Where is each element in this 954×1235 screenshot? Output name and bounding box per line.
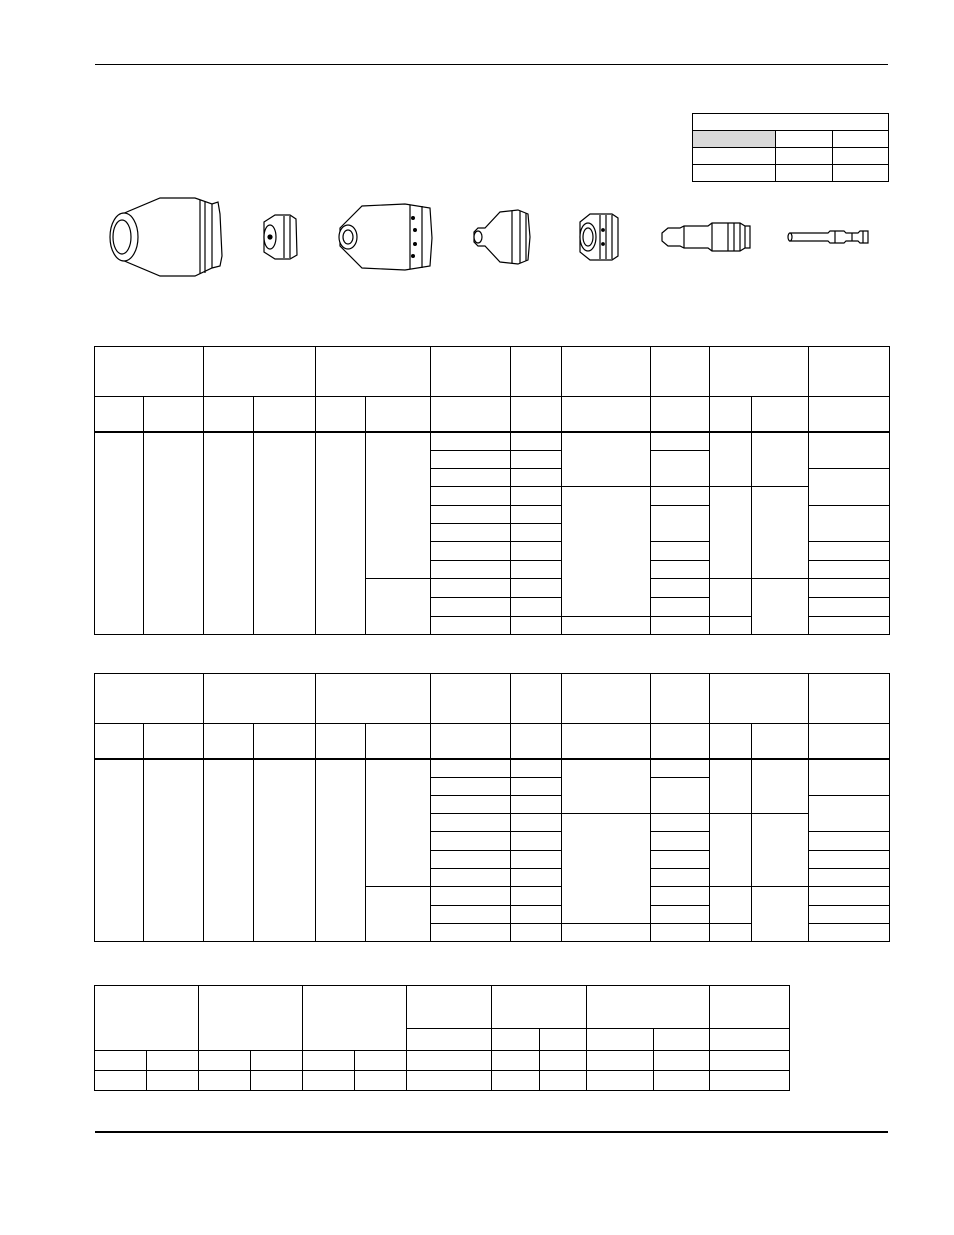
- subheader-cell: [653, 1051, 709, 1071]
- data-cell: [492, 1071, 539, 1091]
- header-cell: [710, 347, 809, 397]
- data-cell: [407, 1071, 492, 1091]
- table-group-header-row: [95, 986, 790, 1029]
- data-cell: [809, 617, 890, 635]
- data-cell: [651, 814, 710, 832]
- subheader-cell: [492, 1051, 539, 1071]
- data-cell: [809, 759, 890, 796]
- legend-cell: [833, 165, 889, 182]
- data-cell: [651, 617, 710, 635]
- cut-chart-table-2: [94, 673, 890, 942]
- table-group-header-row: [95, 674, 890, 724]
- subheader-cell: [431, 397, 511, 432]
- subheader-cell: [752, 397, 809, 432]
- data-cell: [254, 432, 316, 635]
- table-group-header-row: [95, 347, 890, 397]
- data-cell: [431, 432, 511, 451]
- subheader-cell: [366, 724, 431, 759]
- cut-chart-table-1: [94, 346, 890, 635]
- data-cell: [511, 451, 562, 469]
- data-cell: [431, 561, 511, 579]
- data-cell: [254, 759, 316, 942]
- header-cell: [710, 674, 809, 724]
- header-cell: [511, 674, 562, 724]
- header-cell: [511, 347, 562, 397]
- header-cell: [431, 347, 511, 397]
- data-cell: [431, 617, 511, 635]
- subheader-cell: [586, 1029, 653, 1051]
- data-cell: [809, 432, 890, 469]
- data-cell: [653, 1071, 709, 1091]
- header-cell: [492, 986, 586, 1029]
- data-cell: [651, 579, 710, 598]
- data-cell: [431, 906, 511, 924]
- header-cell: [562, 674, 651, 724]
- data-cell: [199, 1071, 251, 1091]
- data-cell: [586, 1071, 653, 1091]
- data-cell: [651, 924, 710, 942]
- data-cell: [562, 759, 651, 814]
- header-cell: [95, 347, 204, 397]
- data-cell: [511, 469, 562, 487]
- subheader-cell: [144, 397, 204, 432]
- data-cell: [651, 542, 710, 561]
- data-cell: [511, 561, 562, 579]
- data-cell: [651, 561, 710, 579]
- data-cell: [511, 906, 562, 924]
- data-cell: [204, 432, 254, 635]
- subheader-cell: [204, 724, 254, 759]
- subheader-cell: [316, 724, 366, 759]
- data-cell: [651, 851, 710, 869]
- data-cell: [431, 778, 511, 796]
- data-cell: [752, 887, 809, 942]
- legend-header-row: [693, 131, 889, 148]
- data-cell: [809, 887, 890, 906]
- legend-title-row: [693, 114, 889, 131]
- header-cell: [586, 986, 709, 1029]
- data-cell: [651, 506, 710, 542]
- data-cell: [809, 469, 890, 506]
- data-cell: [651, 887, 710, 906]
- data-cell: [511, 796, 562, 814]
- data-cell: [431, 487, 511, 506]
- data-cell: [651, 598, 710, 617]
- header-cell: [303, 986, 407, 1051]
- header-cell: [316, 347, 431, 397]
- data-cell: [710, 814, 752, 887]
- header-rule: [95, 64, 888, 65]
- subheader-cell: [254, 397, 316, 432]
- data-cell: [511, 924, 562, 942]
- data-cell: [809, 906, 890, 924]
- data-cell: [710, 487, 752, 579]
- data-cell: [511, 542, 562, 561]
- electrode-icon: [662, 223, 750, 251]
- subheader-cell: [562, 724, 651, 759]
- data-cell: [539, 1071, 586, 1091]
- subheader-cell: [407, 1051, 492, 1071]
- header-cell: [95, 986, 199, 1051]
- subheader-cell: [251, 1051, 303, 1071]
- data-cell: [95, 1071, 147, 1091]
- data-cell: [562, 924, 651, 942]
- data-cell: [511, 832, 562, 851]
- subheader-cell: [539, 1051, 586, 1071]
- subheader-cell: [254, 724, 316, 759]
- data-cell: [562, 487, 651, 617]
- subheader-cell: [144, 724, 204, 759]
- header-cell: [562, 347, 651, 397]
- header-cell: [431, 674, 511, 724]
- data-cell: [511, 887, 562, 906]
- data-cell: [562, 432, 651, 487]
- data-cell: [752, 487, 809, 579]
- data-cell: [511, 778, 562, 796]
- data-cell: [511, 759, 562, 778]
- data-cell: [355, 1071, 407, 1091]
- data-cell: [651, 778, 710, 814]
- subheader-cell: [407, 1029, 492, 1051]
- retaining-cap-icon: [339, 204, 432, 270]
- data-cell: [511, 487, 562, 506]
- data-cell: [431, 451, 511, 469]
- legend-cell: [776, 148, 833, 165]
- data-cell: [366, 432, 431, 579]
- ohmic-tube-icon: [788, 231, 868, 243]
- table-row: [95, 432, 890, 451]
- data-cell: [431, 924, 511, 942]
- subheader-cell: [653, 1029, 709, 1051]
- header-cell: [199, 986, 303, 1051]
- data-cell: [809, 561, 890, 579]
- subheader-cell: [355, 1051, 407, 1071]
- data-cell: [511, 814, 562, 832]
- table-row: [95, 1071, 790, 1091]
- data-cell: [752, 814, 809, 887]
- data-cell: [303, 1071, 355, 1091]
- data-cell: [651, 759, 710, 778]
- legend-cell: [833, 148, 889, 165]
- data-cell: [431, 887, 511, 906]
- table-subheader-row: [95, 724, 890, 759]
- data-cell: [710, 579, 752, 617]
- subheader-cell: [809, 397, 890, 432]
- data-cell: [809, 851, 890, 869]
- data-cell: [366, 579, 431, 635]
- data-cell: [147, 1071, 199, 1091]
- data-cell: [511, 851, 562, 869]
- subheader-cell: [95, 397, 144, 432]
- subheader-cell: [95, 1051, 147, 1071]
- header-cell: [709, 986, 789, 1029]
- header-cell: [809, 347, 890, 397]
- data-cell: [144, 432, 204, 635]
- data-cell: [710, 887, 752, 924]
- header-cell: [204, 347, 316, 397]
- subheader-cell: [511, 397, 562, 432]
- data-cell: [651, 487, 710, 506]
- legend-table: [692, 113, 889, 182]
- data-cell: [511, 524, 562, 542]
- subheader-cell: [366, 397, 431, 432]
- data-cell: [431, 814, 511, 832]
- data-cell: [710, 924, 752, 942]
- data-cell: [809, 579, 890, 598]
- subheader-cell: [709, 1051, 789, 1071]
- data-cell: [562, 617, 651, 635]
- footer-rule: [95, 1131, 888, 1133]
- consumable-parts-illustration: [100, 190, 880, 285]
- data-cell: [651, 451, 710, 487]
- data-cell: [366, 887, 431, 942]
- subheader-cell: [710, 724, 752, 759]
- legend-cell: [693, 165, 776, 182]
- data-cell: [809, 924, 890, 942]
- data-cell: [651, 869, 710, 887]
- data-cell: [431, 869, 511, 887]
- data-cell: [366, 759, 431, 887]
- data-cell: [431, 506, 511, 524]
- data-cell: [809, 832, 890, 851]
- subheader-cell: [199, 1051, 251, 1071]
- legend-cell: [776, 131, 833, 148]
- data-cell: [431, 579, 511, 598]
- data-cell: [511, 579, 562, 598]
- shield-icon: [110, 198, 222, 276]
- data-cell: [752, 759, 809, 814]
- subheader-cell: [709, 1029, 789, 1051]
- legend-title-cell: [693, 114, 889, 131]
- subheader-cell: [562, 397, 651, 432]
- data-cell: [752, 432, 809, 487]
- legend-shaded-cell: [693, 131, 776, 148]
- subheader-cell: [303, 1051, 355, 1071]
- subheader-cell: [809, 724, 890, 759]
- subheader-cell: [492, 1029, 539, 1051]
- header-cell: [651, 347, 710, 397]
- data-cell: [809, 796, 890, 832]
- data-cell: [511, 506, 562, 524]
- header-cell: [407, 986, 492, 1029]
- data-cell: [511, 617, 562, 635]
- table-subheader-row: [95, 397, 890, 432]
- header-cell: [651, 674, 710, 724]
- legend-cell: [776, 165, 833, 182]
- data-cell: [709, 1071, 789, 1091]
- subheader-cell: [586, 1051, 653, 1071]
- data-cell: [95, 759, 144, 942]
- data-cell: [431, 542, 511, 561]
- subheader-cell: [651, 724, 710, 759]
- data-cell: [809, 869, 890, 887]
- subheader-cell: [539, 1029, 586, 1051]
- data-cell: [809, 506, 890, 542]
- data-cell: [562, 814, 651, 924]
- subheader-cell: [752, 724, 809, 759]
- legend-cell: [833, 131, 889, 148]
- data-cell: [511, 869, 562, 887]
- subheader-cell: [651, 397, 710, 432]
- header-cell: [809, 674, 890, 724]
- data-cell: [511, 598, 562, 617]
- cut-chart-table-3: [94, 985, 790, 1091]
- data-cell: [316, 759, 366, 942]
- data-cell: [809, 598, 890, 617]
- legend-cell: [693, 148, 776, 165]
- data-cell: [431, 524, 511, 542]
- subheader-cell: [316, 397, 366, 432]
- data-cell: [95, 432, 144, 635]
- data-cell: [431, 796, 511, 814]
- swirl-ring-icon: [580, 214, 618, 260]
- data-cell: [431, 469, 511, 487]
- data-cell: [710, 759, 752, 814]
- subheader-cell: [95, 724, 144, 759]
- subheader-cell: [511, 724, 562, 759]
- shield-cap-icon: [264, 215, 297, 259]
- data-cell: [651, 832, 710, 851]
- table-subheader-row: [95, 1051, 790, 1071]
- legend-row: [693, 148, 889, 165]
- data-cell: [710, 617, 752, 635]
- subheader-cell: [204, 397, 254, 432]
- table-row: [95, 759, 890, 778]
- data-cell: [144, 759, 204, 942]
- subheader-cell: [710, 397, 752, 432]
- data-cell: [431, 759, 511, 778]
- data-cell: [316, 432, 366, 635]
- header-cell: [204, 674, 316, 724]
- subheader-cell: [431, 724, 511, 759]
- data-cell: [809, 542, 890, 561]
- data-cell: [431, 832, 511, 851]
- data-cell: [431, 851, 511, 869]
- data-cell: [431, 598, 511, 617]
- data-cell: [710, 432, 752, 487]
- data-cell: [651, 906, 710, 924]
- header-cell: [95, 674, 204, 724]
- nozzle-icon: [474, 210, 530, 264]
- header-cell: [316, 674, 431, 724]
- legend-row: [693, 165, 889, 182]
- subheader-cell: [147, 1051, 199, 1071]
- data-cell: [511, 432, 562, 451]
- data-cell: [651, 432, 710, 451]
- data-cell: [251, 1071, 303, 1091]
- data-cell: [752, 579, 809, 635]
- data-cell: [204, 759, 254, 942]
